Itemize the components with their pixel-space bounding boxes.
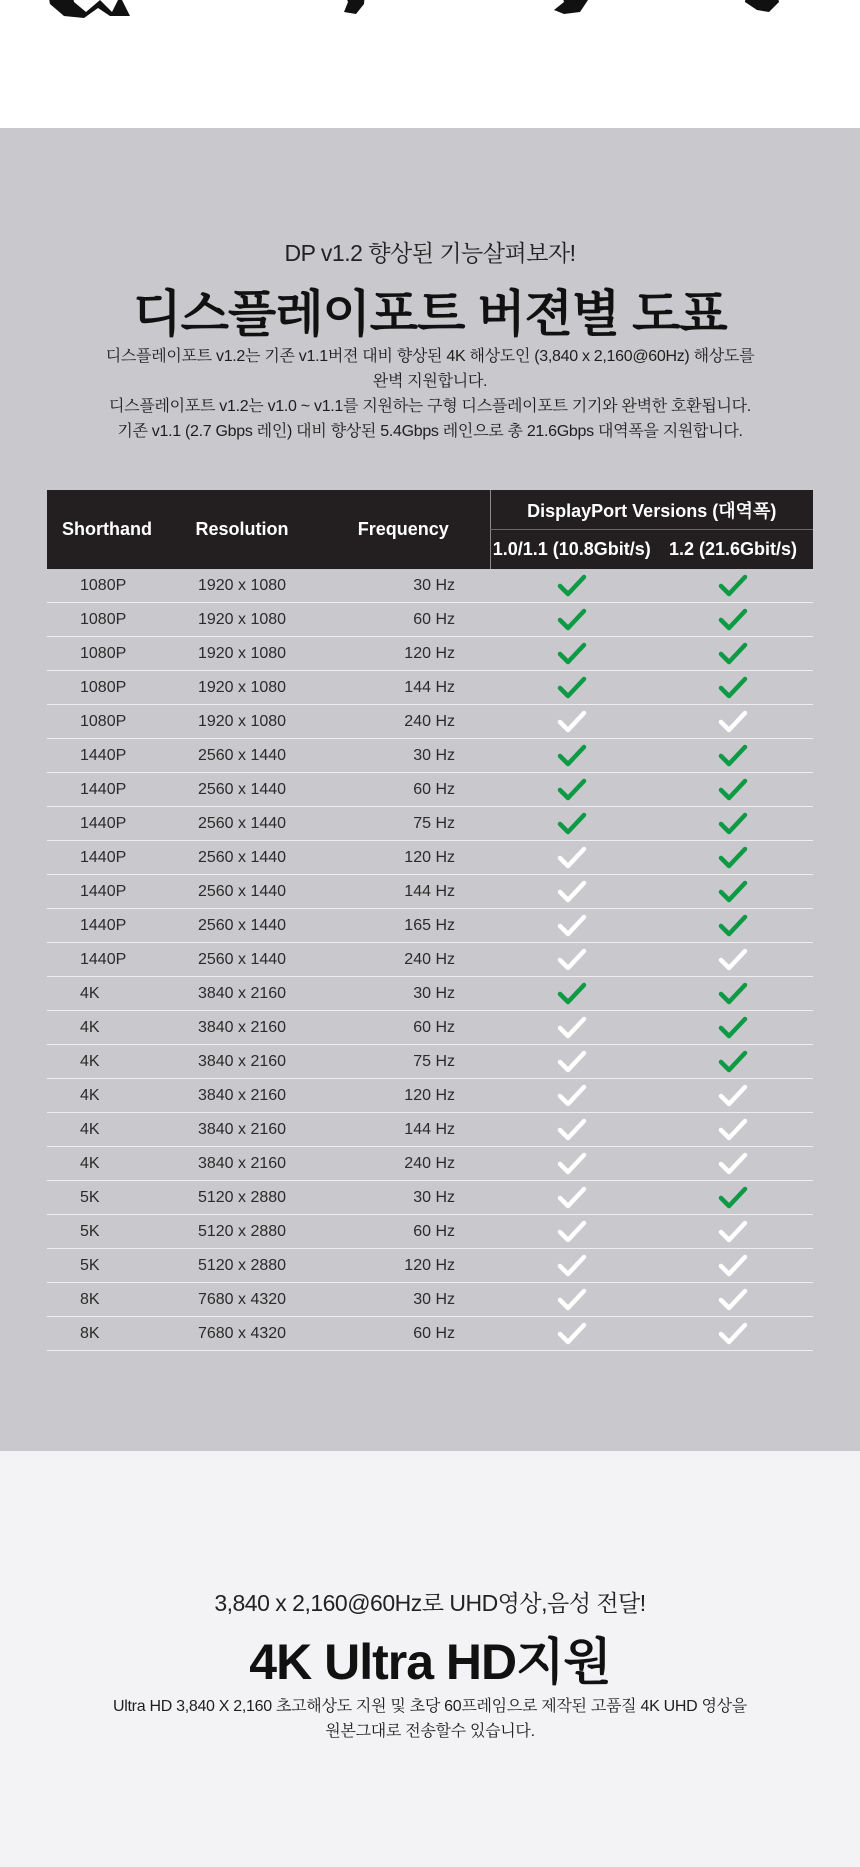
cell-frequency: 240 Hz [317, 705, 490, 739]
cell-shorthand: 1440P [47, 739, 167, 773]
section2-title: 4K Ultra HD지원 [249, 1634, 611, 1690]
cell-shorthand: 1080P [47, 705, 167, 739]
check-unsupported-icon [556, 845, 588, 871]
cell-support-v1 [490, 1079, 653, 1113]
cell-support-v2 [653, 1181, 813, 1215]
cell-support-v2 [653, 1215, 813, 1249]
cell-frequency: 60 Hz [317, 1317, 490, 1351]
cell-support-v2 [653, 1283, 813, 1317]
cell-frequency: 120 Hz [317, 841, 490, 875]
table-row [47, 1215, 813, 1249]
cell-resolution: 2560 x 1440 [167, 739, 317, 773]
cell-resolution: 7680 x 4320 [167, 1283, 317, 1317]
cell-support-v1 [490, 875, 653, 909]
cell-support-v1 [490, 637, 653, 671]
cell-support-v1 [490, 1317, 653, 1351]
cell-support-v1 [490, 807, 653, 841]
cell-frequency: 144 Hz [317, 671, 490, 705]
check-unsupported-icon [556, 1219, 588, 1245]
cell-frequency: 30 Hz [317, 569, 490, 603]
cell-support-v1 [490, 977, 653, 1011]
cell-frequency: 240 Hz [317, 943, 490, 977]
check-supported-icon [717, 981, 749, 1007]
check-unsupported-icon [717, 1321, 749, 1347]
table-row [47, 705, 813, 739]
table-row [47, 1079, 813, 1113]
cell-frequency: 120 Hz [317, 637, 490, 671]
check-unsupported-icon [556, 1015, 588, 1041]
cell-frequency: 240 Hz [317, 1147, 490, 1181]
cell-shorthand: 5K [47, 1181, 167, 1215]
table-row [47, 909, 813, 943]
cell-resolution: 3840 x 2160 [167, 977, 317, 1011]
cell-shorthand: 1080P [47, 569, 167, 603]
cell-support-v2 [653, 569, 813, 603]
cell-frequency: 30 Hz [317, 1283, 490, 1317]
header-version-1-0-1-1: 1.0/1.1 (10.8Gbit/s) [490, 530, 653, 570]
section2-subtitle: 3,840 x 2,160@60Hz로 UHD영상,음성 전달! [214, 1590, 646, 1616]
check-supported-icon [717, 641, 749, 667]
cell-shorthand: 5K [47, 1215, 167, 1249]
table-row [47, 1147, 813, 1181]
cell-shorthand: 1440P [47, 773, 167, 807]
description-line: 기존 v1.1 (2.7 Gbps 레인) 대비 향상된 5.4Gbps 레인으로 총 21.6Gbps 대역폭을 지원합니다. [117, 423, 743, 440]
cell-support-v2 [653, 943, 813, 977]
table-row [47, 943, 813, 977]
check-unsupported-icon [717, 1219, 749, 1245]
cell-support-v2 [653, 705, 813, 739]
top-banner [0, 0, 860, 128]
check-unsupported-icon [556, 879, 588, 905]
cell-support-v1 [490, 841, 653, 875]
cell-frequency: 165 Hz [317, 909, 490, 943]
cell-shorthand: 1440P [47, 943, 167, 977]
table-row [47, 1181, 813, 1215]
cell-resolution: 5120 x 2880 [167, 1249, 317, 1283]
section1-description [0, 344, 860, 444]
table-row [47, 603, 813, 637]
cell-support-v1 [490, 1215, 653, 1249]
table-row [47, 773, 813, 807]
cell-resolution: 2560 x 1440 [167, 773, 317, 807]
table-row [47, 1113, 813, 1147]
cell-resolution: 5120 x 2880 [167, 1181, 317, 1215]
cell-shorthand: 1440P [47, 807, 167, 841]
check-unsupported-icon [556, 947, 588, 973]
cell-frequency: 75 Hz [317, 807, 490, 841]
check-unsupported-icon [717, 1117, 749, 1143]
cell-support-v2 [653, 637, 813, 671]
cell-support-v2 [653, 807, 813, 841]
cell-resolution: 1920 x 1080 [167, 671, 317, 705]
check-supported-icon [717, 777, 749, 803]
check-supported-icon [556, 675, 588, 701]
check-supported-icon [717, 811, 749, 837]
check-unsupported-icon [717, 1253, 749, 1279]
check-unsupported-icon [556, 1049, 588, 1075]
cell-frequency: 60 Hz [317, 773, 490, 807]
check-unsupported-icon [717, 709, 749, 735]
cell-shorthand: 4K [47, 1113, 167, 1147]
cell-resolution: 3840 x 2160 [167, 1079, 317, 1113]
check-unsupported-icon [717, 1287, 749, 1313]
figure-silhouette-3 [550, 0, 610, 16]
check-unsupported-icon [556, 1287, 588, 1313]
description-line: 완벽 지원합니다. [372, 373, 488, 390]
header-frequency: Frequency [317, 490, 490, 569]
cell-support-v1 [490, 1147, 653, 1181]
table-row [47, 1249, 813, 1283]
cell-support-v2 [653, 1045, 813, 1079]
check-unsupported-icon [556, 1117, 588, 1143]
cell-resolution: 3840 x 2160 [167, 1045, 317, 1079]
description-line: 디스플레이포트 v1.2는 v1.0 ~ v1.1를 지원하는 구형 디스플레이포트 기기와 완벽한 호환됩니다. [109, 398, 751, 415]
table-row [47, 1283, 813, 1317]
check-supported-icon [717, 675, 749, 701]
cell-support-v2 [653, 1317, 813, 1351]
check-unsupported-icon [556, 709, 588, 735]
cell-support-v1 [490, 909, 653, 943]
cell-resolution: 2560 x 1440 [167, 909, 317, 943]
table-row [47, 841, 813, 875]
cell-support-v2 [653, 909, 813, 943]
check-unsupported-icon [717, 1083, 749, 1109]
cell-resolution: 1920 x 1080 [167, 637, 317, 671]
cell-support-v2 [653, 671, 813, 705]
table-row [47, 977, 813, 1011]
cell-frequency: 30 Hz [317, 739, 490, 773]
check-supported-icon [717, 879, 749, 905]
table-row [47, 807, 813, 841]
cell-support-v2 [653, 739, 813, 773]
check-unsupported-icon [556, 1151, 588, 1177]
check-supported-icon [717, 743, 749, 769]
header-resolution: Resolution [167, 490, 317, 569]
table-row [47, 671, 813, 705]
cell-shorthand: 8K [47, 1317, 167, 1351]
cell-shorthand: 4K [47, 1011, 167, 1045]
cell-shorthand: 4K [47, 1147, 167, 1181]
description-line: Ultra HD 3,840 X 2,160 초고해상도 지원 및 초당 60프레임으로 제작된 고품질 4K UHD 영상을 [113, 1698, 747, 1715]
cell-support-v1 [490, 1113, 653, 1147]
cell-support-v2 [653, 1011, 813, 1045]
table-row [47, 739, 813, 773]
figure-silhouette-1 [40, 0, 160, 18]
cell-support-v1 [490, 1181, 653, 1215]
cell-frequency: 75 Hz [317, 1045, 490, 1079]
description-line: 디스플레이포트 v1.2는 기존 v1.1버젼 대비 향상된 4K 해상도인 (3,840 x 2,160@60Hz) 해상도를 [105, 348, 755, 365]
cell-support-v2 [653, 773, 813, 807]
cell-frequency: 60 Hz [317, 1011, 490, 1045]
table-body [47, 569, 813, 1351]
check-unsupported-icon [556, 1253, 588, 1279]
section2-description [0, 1694, 860, 1744]
cell-resolution: 3840 x 2160 [167, 1011, 317, 1045]
cell-resolution: 1920 x 1080 [167, 705, 317, 739]
cell-shorthand: 8K [47, 1283, 167, 1317]
cell-resolution: 2560 x 1440 [167, 807, 317, 841]
cell-resolution: 3840 x 2160 [167, 1147, 317, 1181]
cell-support-v2 [653, 1113, 813, 1147]
check-supported-icon [717, 913, 749, 939]
check-supported-icon [717, 845, 749, 871]
check-supported-icon [717, 1015, 749, 1041]
cell-support-v1 [490, 1045, 653, 1079]
check-supported-icon [556, 811, 588, 837]
cell-frequency: 30 Hz [317, 1181, 490, 1215]
cell-support-v2 [653, 977, 813, 1011]
check-supported-icon [717, 1185, 749, 1211]
cell-resolution: 2560 x 1440 [167, 943, 317, 977]
cell-resolution: 3840 x 2160 [167, 1113, 317, 1147]
cell-shorthand: 4K [47, 1079, 167, 1113]
check-supported-icon [556, 981, 588, 1007]
cell-frequency: 60 Hz [317, 603, 490, 637]
check-supported-icon [717, 1049, 749, 1075]
cell-shorthand: 4K [47, 1045, 167, 1079]
cell-support-v1 [490, 569, 653, 603]
cell-shorthand: 1440P [47, 841, 167, 875]
cell-resolution: 1920 x 1080 [167, 569, 317, 603]
check-supported-icon [717, 573, 749, 599]
table-row [47, 1011, 813, 1045]
cell-shorthand: 1080P [47, 671, 167, 705]
section1-title: 디스플레이포트 버젼별 도표 [133, 286, 727, 342]
cell-shorthand: 4K [47, 977, 167, 1011]
section1-subtitle: DP v1.2 향상된 기능살펴보자! [284, 240, 576, 266]
cell-support-v1 [490, 1011, 653, 1045]
cell-frequency: 120 Hz [317, 1249, 490, 1283]
cell-support-v1 [490, 739, 653, 773]
cell-support-v2 [653, 603, 813, 637]
cell-support-v1 [490, 1283, 653, 1317]
header-displayport-versions: DisplayPort Versions (대역폭) [490, 490, 813, 530]
table-row [47, 875, 813, 909]
cell-resolution: 1920 x 1080 [167, 603, 317, 637]
check-unsupported-icon [717, 1151, 749, 1177]
check-supported-icon [556, 641, 588, 667]
check-supported-icon [556, 743, 588, 769]
cell-support-v1 [490, 943, 653, 977]
cell-frequency: 30 Hz [317, 977, 490, 1011]
check-supported-icon [556, 607, 588, 633]
check-unsupported-icon [717, 947, 749, 973]
cell-shorthand: 5K [47, 1249, 167, 1283]
cell-support-v2 [653, 1147, 813, 1181]
cell-support-v1 [490, 1249, 653, 1283]
displayport-version-table [47, 490, 813, 1351]
cell-shorthand: 1080P [47, 637, 167, 671]
check-unsupported-icon [556, 1185, 588, 1211]
figure-silhouette-2 [330, 0, 380, 16]
cell-support-v2 [653, 841, 813, 875]
table-row [47, 1317, 813, 1351]
figure-silhouette-4 [735, 0, 795, 16]
cell-support-v2 [653, 1079, 813, 1113]
cell-support-v1 [490, 705, 653, 739]
cell-shorthand: 1440P [47, 909, 167, 943]
cell-frequency: 144 Hz [317, 875, 490, 909]
header-version-1-2: 1.2 (21.6Gbit/s) [653, 530, 813, 570]
table-row [47, 1045, 813, 1079]
check-supported-icon [556, 573, 588, 599]
cell-frequency: 120 Hz [317, 1079, 490, 1113]
check-unsupported-icon [556, 1321, 588, 1347]
cell-support-v1 [490, 773, 653, 807]
cell-shorthand: 1080P [47, 603, 167, 637]
cell-resolution: 5120 x 2880 [167, 1215, 317, 1249]
cell-support-v1 [490, 671, 653, 705]
check-unsupported-icon [556, 1083, 588, 1109]
cell-resolution: 7680 x 4320 [167, 1317, 317, 1351]
check-supported-icon [556, 777, 588, 803]
cell-frequency: 144 Hz [317, 1113, 490, 1147]
cell-support-v2 [653, 875, 813, 909]
table-row [47, 637, 813, 671]
check-supported-icon [717, 607, 749, 633]
header-shorthand: Shorthand [47, 490, 167, 569]
cell-shorthand: 1440P [47, 875, 167, 909]
cell-support-v1 [490, 603, 653, 637]
cell-resolution: 2560 x 1440 [167, 875, 317, 909]
cell-frequency: 60 Hz [317, 1215, 490, 1249]
table-row [47, 569, 813, 603]
cell-resolution: 2560 x 1440 [167, 841, 317, 875]
description-line: 원본그대로 전송할수 있습니다. [325, 1723, 535, 1740]
check-unsupported-icon [556, 913, 588, 939]
cell-support-v2 [653, 1249, 813, 1283]
